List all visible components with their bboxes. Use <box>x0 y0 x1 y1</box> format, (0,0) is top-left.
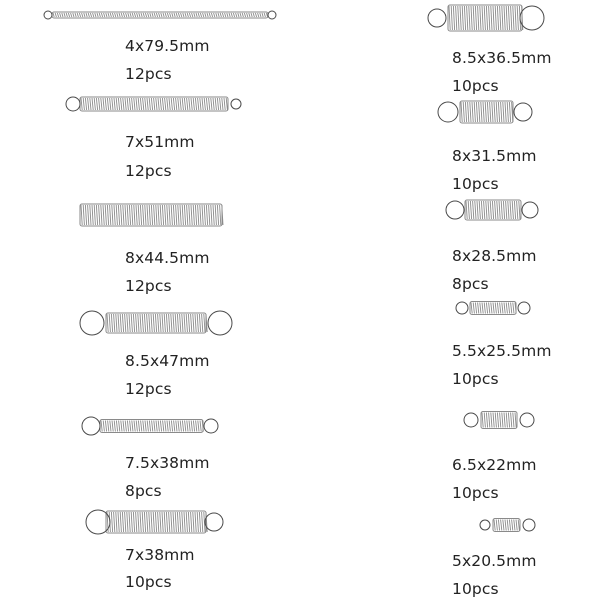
spring-right-loop <box>522 202 538 218</box>
spring-size-label: 8x28.5mm <box>452 247 537 265</box>
spring-qty-label: 10pcs <box>452 370 499 388</box>
spring-qty-label: 12pcs <box>125 65 172 83</box>
spring <box>464 412 534 429</box>
spring <box>438 101 532 123</box>
spring-qty-label: 8pcs <box>452 275 489 293</box>
spring <box>82 417 218 435</box>
spring-right-loop <box>520 413 534 427</box>
spring-size-label: 8.5x47mm <box>125 352 210 370</box>
spring-qty-label: 8pcs <box>125 482 162 500</box>
spring-right-loop <box>208 311 232 335</box>
spring-qty-label: 10pcs <box>452 175 499 193</box>
spring-size-label: 7x51mm <box>125 133 195 151</box>
spring <box>456 302 530 315</box>
spring-left-loop <box>428 9 446 27</box>
spring-left-loop <box>66 97 80 111</box>
spring-size-label: 5x20.5mm <box>452 552 537 570</box>
spring-right-loop <box>523 519 535 531</box>
spring-size-label: 4x79.5mm <box>125 37 210 55</box>
spring-right-loop <box>231 99 241 109</box>
spring <box>80 204 223 226</box>
spring-size-label: 7x38mm <box>125 546 195 564</box>
spring-left-loop <box>82 417 100 435</box>
spring-left-loop <box>456 302 468 314</box>
spring-qty-label: 10pcs <box>125 573 172 591</box>
spring <box>86 510 223 534</box>
spring-size-label: 8.5x36.5mm <box>452 49 552 67</box>
spring-qty-label: 12pcs <box>125 277 172 295</box>
spring <box>66 97 241 111</box>
spring-qty-label: 12pcs <box>125 162 172 180</box>
spring-right-loop <box>518 302 530 314</box>
spring-left-loop <box>464 413 478 427</box>
spring-size-label: 6.5x22mm <box>452 456 537 474</box>
spring <box>446 200 538 220</box>
spring-qty-label: 12pcs <box>125 380 172 398</box>
spring-left-loop <box>44 11 52 19</box>
spring-size-label: 8x31.5mm <box>452 147 537 165</box>
spring-right-loop <box>520 6 544 30</box>
spring <box>80 311 232 335</box>
spring <box>44 11 276 19</box>
spring-left-loop <box>80 311 104 335</box>
spring <box>428 5 544 31</box>
spring <box>480 519 535 532</box>
spring-right-loop <box>205 513 223 531</box>
spring-size-label: 8x44.5mm <box>125 249 210 267</box>
spring-right-loop <box>268 11 276 19</box>
spring-right-loop <box>204 419 218 433</box>
spring-left-loop <box>446 201 464 219</box>
spring-qty-label: 10pcs <box>452 77 499 95</box>
spring-size-label: 7.5x38mm <box>125 454 210 472</box>
spring-left-loop <box>438 102 458 122</box>
spring-size-label: 5.5x25.5mm <box>452 342 552 360</box>
spring-qty-label: 10pcs <box>452 580 499 598</box>
spring-left-loop <box>480 520 490 530</box>
spring-qty-label: 10pcs <box>452 484 499 502</box>
spring-right-loop <box>514 103 532 121</box>
